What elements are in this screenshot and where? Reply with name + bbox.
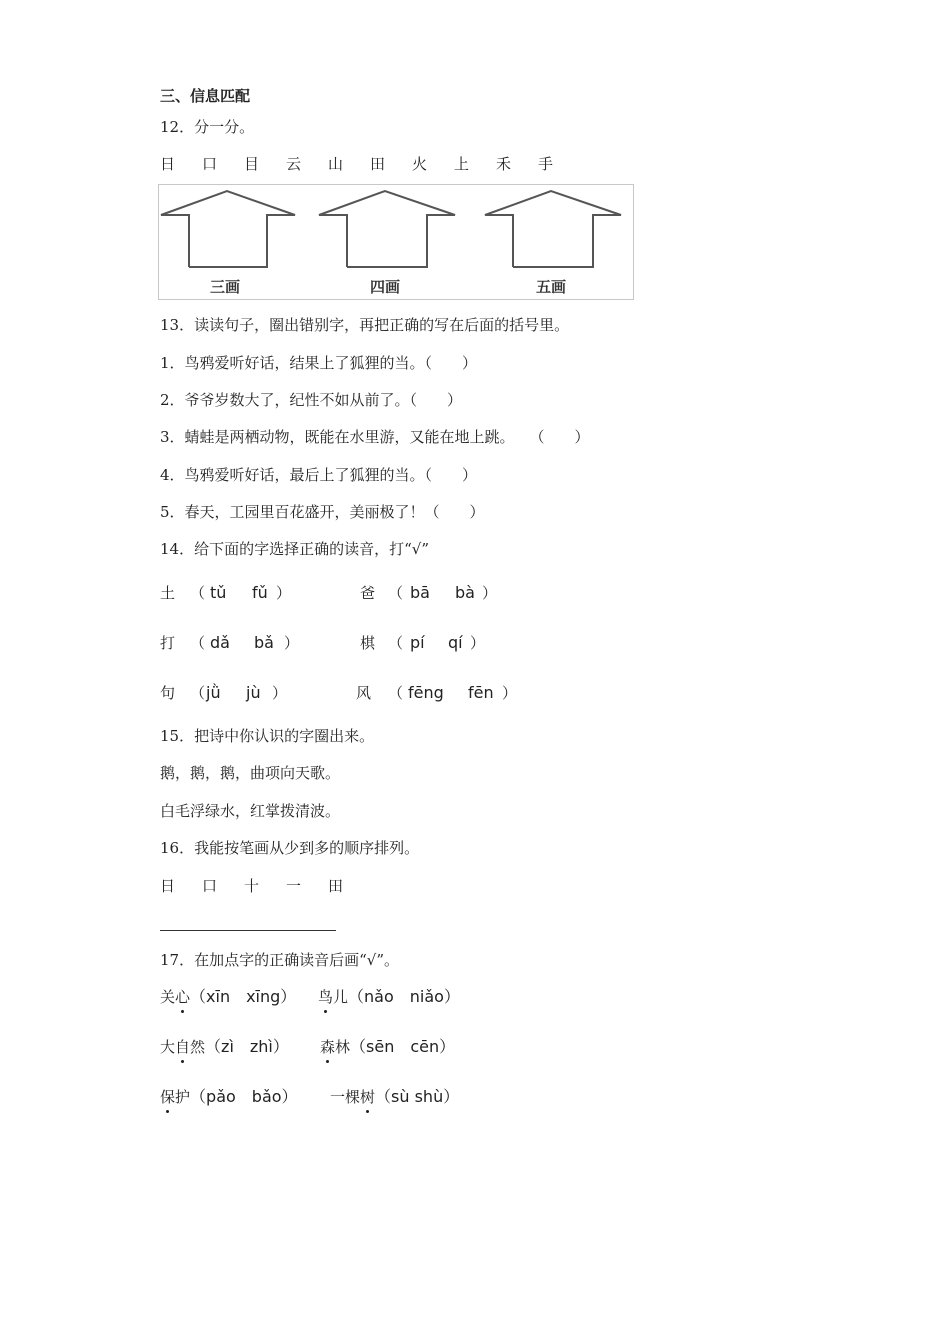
q14-option: bà bbox=[455, 583, 475, 602]
q14-paren-open: （ bbox=[190, 684, 206, 702]
q17-dotted-char: 鸟 bbox=[318, 988, 334, 1006]
q14-prompt: 14．给下面的字选择正确的读音，打“√” bbox=[160, 540, 429, 558]
q14-paren-close: ） bbox=[502, 684, 518, 702]
q14-paren-close: ） bbox=[470, 634, 486, 652]
q14-option: fǔ bbox=[252, 583, 268, 602]
q12-char-list bbox=[160, 154, 580, 174]
section-title: 三、信息匹配 bbox=[160, 87, 251, 105]
q14-char: 打 bbox=[160, 634, 176, 652]
q17-prompt: 17．在加点字的正确读音后画“√”。 bbox=[160, 951, 399, 969]
q12-char: 田 bbox=[370, 155, 386, 173]
q14-option: pí bbox=[410, 633, 425, 652]
q13-item: 5．春天，工园里百花盛开，美丽极了！（ ） bbox=[160, 503, 485, 521]
q13-item: 4．鸟鸦爱听好话，最后上了狐狸的当。（ ） bbox=[160, 466, 478, 484]
q12-char: 日 bbox=[160, 155, 176, 173]
q14-char: 土 bbox=[160, 584, 176, 602]
q14-option: bā bbox=[410, 583, 430, 602]
q17-item bbox=[160, 1037, 289, 1057]
q14-paren-close: ） bbox=[284, 634, 300, 652]
q16-char: 一 bbox=[286, 877, 302, 895]
q12-char: 手 bbox=[538, 155, 554, 173]
q12-char: 火 bbox=[412, 155, 428, 173]
answer-line[interactable] bbox=[160, 930, 336, 931]
q14-paren-close: ） bbox=[276, 584, 292, 602]
house-outline-three bbox=[161, 191, 295, 267]
q14-paren-open: （ bbox=[388, 684, 404, 702]
q14-option: fēn bbox=[468, 683, 494, 702]
q17-dotted-char: 心 bbox=[175, 988, 191, 1006]
q12-char: 目 bbox=[244, 155, 260, 173]
q17-dotted-char: 自 bbox=[175, 1038, 191, 1056]
q17-word-post: 然 bbox=[190, 1038, 206, 1056]
house-outline-five bbox=[485, 191, 621, 267]
q12-char: 禾 bbox=[496, 155, 512, 173]
q16-char-list bbox=[160, 876, 370, 896]
q12-char: 上 bbox=[454, 155, 470, 173]
poem-line: 白毛浮绿水，红掌拨清波。 bbox=[160, 802, 341, 820]
q17-item bbox=[318, 987, 460, 1007]
house-outline-four bbox=[319, 191, 455, 267]
q13-prompt: 13．读读句子，圈出错别字，再把正确的写在后面的括号里。 bbox=[160, 316, 570, 334]
house-label-four: 四画 bbox=[370, 278, 401, 296]
q17-word-post: 护 bbox=[175, 1088, 191, 1106]
q14-char: 风 bbox=[356, 684, 372, 702]
q14-paren-open: （ bbox=[190, 584, 206, 602]
q14-option: bǎ bbox=[254, 633, 274, 652]
q14-option: fēng bbox=[408, 683, 444, 702]
q14-option: jù bbox=[246, 683, 261, 702]
q17-dotted-char: 森 bbox=[320, 1038, 336, 1056]
q17-options: （pǎo bǎo） bbox=[190, 1087, 298, 1106]
q17-options: （xīn xīng） bbox=[190, 987, 297, 1006]
q17-options: （sēn cēn） bbox=[350, 1037, 456, 1056]
q14-option: jǜ bbox=[206, 683, 221, 702]
q17-options: （nǎo niǎo） bbox=[348, 987, 460, 1006]
q17-word-post: 林 bbox=[335, 1038, 351, 1056]
q13-item: 1．鸟鸦爱听好话，结果上了狐狸的当。（ ） bbox=[160, 354, 478, 372]
q16-char: 口 bbox=[202, 877, 218, 895]
q12-char: 口 bbox=[202, 155, 218, 173]
q17-word-pre: 大 bbox=[160, 1038, 176, 1056]
house-label-three: 三画 bbox=[210, 278, 241, 296]
q17-word-pre: 一棵 bbox=[330, 1088, 361, 1106]
q16-char: 田 bbox=[328, 877, 344, 895]
q14-paren-open: （ bbox=[190, 634, 206, 652]
q14-char: 棋 bbox=[360, 634, 376, 652]
q14-option: dǎ bbox=[210, 633, 230, 652]
q16-char: 十 bbox=[244, 877, 260, 895]
q14-char: 爸 bbox=[360, 584, 376, 602]
q12-char: 山 bbox=[328, 155, 344, 173]
q17-dotted-char: 树 bbox=[360, 1088, 376, 1106]
q17-item bbox=[320, 1037, 455, 1057]
q17-item bbox=[160, 987, 296, 1007]
q14-paren-close: ） bbox=[482, 584, 498, 602]
poem-line: 鹅，鹅，鹅，曲项向天歌。 bbox=[160, 764, 341, 782]
q14-option: tǔ bbox=[210, 583, 227, 602]
q14-char: 句 bbox=[160, 684, 176, 702]
q16-char: 日 bbox=[160, 877, 176, 895]
q13-item: 3．蜻蛙是两栖动物，既能在水里游，又能在地上跳。 （ ） bbox=[160, 428, 590, 446]
q13-item: 2．爷爷岁数大了，纪性不如从前了。（ ） bbox=[160, 391, 463, 409]
q14-paren-open: （ bbox=[388, 584, 404, 602]
q17-word-pre: 关 bbox=[160, 988, 176, 1006]
q16-prompt: 16．我能按笔画从少到多的顺序排列。 bbox=[160, 839, 420, 857]
q14-paren-open: （ bbox=[388, 634, 404, 652]
q14-option: qí bbox=[448, 633, 463, 652]
q17-options: （zì zhì） bbox=[205, 1037, 289, 1056]
q12-prompt: 12．分一分。 bbox=[160, 118, 255, 136]
q17-item bbox=[330, 1087, 459, 1107]
house-label-five: 五画 bbox=[536, 278, 567, 296]
q12-char: 云 bbox=[286, 155, 302, 173]
q17-item bbox=[160, 1087, 298, 1107]
q17-options: （sù shù） bbox=[375, 1087, 460, 1106]
q17-dotted-char: 保 bbox=[160, 1088, 176, 1106]
q14-paren-close: ） bbox=[272, 684, 288, 702]
q17-word-post: 儿 bbox=[333, 988, 349, 1006]
q15-prompt: 15．把诗中你认识的字圈出来。 bbox=[160, 727, 375, 745]
